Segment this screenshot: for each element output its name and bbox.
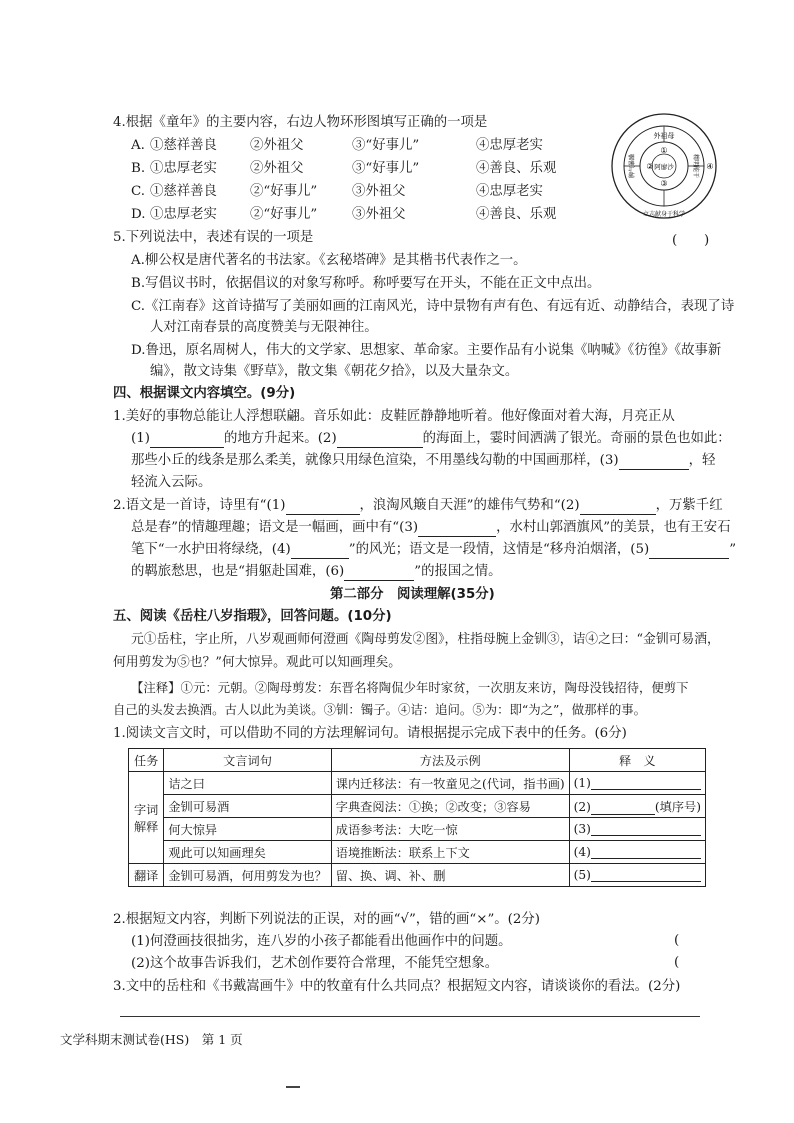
section-4-title: 四、根据课文内容填空。(9分): [113, 386, 296, 401]
q5-answer-paren[interactable]: ( ): [672, 233, 710, 248]
table-cell-method: 留、换、调、补、删: [331, 864, 569, 887]
classical-text-line2: 何用剪发为⑤也？”何大惊异。观此可以知画理矣。: [113, 655, 402, 670]
table-header-phrase: 文言词句: [164, 749, 331, 772]
blank-1-2[interactable]: [337, 434, 423, 448]
s4-p2-line3: 笔下“一水护田将绿绕，(4) ”的风光；语文是一段情，这情是“移舟泊烟渚，(5) ”: [131, 542, 737, 557]
s4-p2-line1: 2.语文是一首诗，诗里有“(1) ，浪淘风簸自天涯”的雄伟气势和“(2) ，万紫千红: [113, 498, 723, 513]
table-row: [129, 795, 706, 818]
blank-2-4[interactable]: [291, 545, 349, 559]
s5-q1: 1.阅读文言文时，可以借助不同的方法理解词句。请根据提示完成下表中的任务。(6分): [113, 726, 627, 741]
page-footer: 文学科期末测试卷(HS) 第 1 页: [60, 1032, 243, 1047]
s4-p1-line3: 那些小丘的线条是那么柔美，就像只用绿色渲染，不用墨线勾勒的中国画那样，(3) ，轻: [131, 453, 716, 468]
table-group-word: 字词解释: [129, 772, 164, 864]
table-row: [129, 841, 706, 864]
annotation-line2: 自己的头发去换酒。古人以此为美谈。③钏：镯子。④诘：追问。⑤为：即“为之”，做那样的事。: [113, 702, 647, 717]
ring-label-right: 精明能干: [692, 153, 699, 179]
table-cell-phrase: 金钏可易酒: [164, 795, 331, 818]
q5-option-d-line1: D.鲁迅，原名周树人，伟大的文学家、思想家、革命家。主要作品有小说集《呐喊》《彷徨》《故事新: [131, 343, 722, 358]
table-cell-method: 课内迁移法：有一牧童见之(代词，指书画): [331, 772, 569, 795]
q4-stem: 4.根据《童年》的主要内容，右边人物环形图填写正确的一项是: [113, 115, 488, 130]
s5-q2-item2: (2)这个故事告诉我们，艺术创作要符合常理，不能凭空想象。: [131, 956, 499, 971]
ring-label-bottom: 立志献身于科学: [642, 211, 686, 218]
s5-q3: 3.文中的岳柱和《书戴嵩画牛》中的牧童有什么共同点？根据短文内容，请谈谈你的看法。(2分): [113, 979, 681, 994]
q4-option-a-1: ①慈祥善良: [150, 138, 217, 153]
q5-option-b: B.写倡议书时，依据倡议的对象写称呼。称呼要写在开头，不能在正文中点出。: [131, 276, 601, 291]
table-cell-method: 成语参考法：大吃一惊: [331, 818, 569, 841]
table-group-translate: 翻译: [129, 864, 164, 887]
q4-option-c-2: ②“好事儿”: [250, 184, 318, 199]
q4-option-a-3: ③“好事儿”: [352, 138, 420, 153]
q5-option-c-line2: 人对江南春景的高度赞美与无限神往。: [150, 320, 378, 335]
section-5-title: 五、阅读《岳柱八岁指瑕》，回答问题。(10分): [113, 609, 392, 624]
q4-option-d-3: ③外祖父: [352, 207, 406, 222]
q5-option-d-line2: 编》，散文诗集《野草》，散文集《朝花夕拾》，以及大量杂文。: [150, 364, 519, 379]
table-cell-method: 字典查阅法：①换；②改变；③容易: [331, 795, 569, 818]
table-cell-phrase: 观此可以知画理矣: [164, 841, 331, 864]
q4-option-d-4: ④善良、乐观: [476, 207, 557, 222]
table-cell-method: 语境推断法：联系上下文: [331, 841, 569, 864]
table-header-row: [129, 749, 706, 772]
q5-stem: 5.下列说法中，表述有误的一项是: [113, 230, 314, 245]
q4-option-a-letter: A.: [131, 138, 145, 153]
blank-2-1[interactable]: [286, 501, 360, 515]
part-2-header: 第二部分 阅读理解(35分): [330, 587, 495, 602]
s4-p1-line2: (1) 的地方升起来。(2) 的海面上，霎时间洒满了银光。奇丽的景色也如此：: [131, 431, 731, 446]
ring-label-top: 外祖母: [653, 132, 675, 140]
q4-option-c-3: ③外祖父: [352, 184, 406, 199]
table-cell-answer[interactable]: (2) (填序号): [569, 795, 705, 818]
s4-p2-line4: 的羁旅愁思，也是“捐躯赴国难，(6) ”的报国之情。: [131, 564, 502, 579]
table-header-task: 任务: [129, 749, 164, 772]
s5-q2-item1-paren[interactable]: (: [674, 933, 680, 948]
q4-option-b-3: ③“好事儿”: [352, 161, 420, 176]
answer-line[interactable]: [120, 1016, 700, 1017]
q4-option-b-4: ④善良、乐观: [476, 161, 557, 176]
ring-num-2: ②: [646, 162, 654, 171]
q4-option-c-letter: C.: [131, 184, 146, 199]
q5-option-a: A.柳公权是唐代著名的书法家。《玄秘塔碑》是其楷书代表作之一。: [131, 253, 527, 268]
q5-option-c-line1: C.《江南春》这首诗描写了美丽如画的江南风光，诗中景物有声有色、有远有近、动静结合，表现了诗: [131, 299, 735, 314]
blank-2-5[interactable]: [649, 545, 729, 559]
annotation-line1: 【注释】①元：元朝。②陶母剪发：东晋名将陶侃少年时家贫，一次朋友来访，陶母没钱招待，便剪下: [131, 680, 689, 695]
table-header-method: 方法及示例: [331, 749, 569, 772]
s4-p1-line4: 轻流入云际。: [131, 475, 212, 490]
ring-num-4: ④: [706, 162, 714, 171]
s5-q2-item1: (1)何澄画技很拙劣，连八岁的小孩子都能看出他画作中的问题。: [131, 934, 512, 949]
q4-option-d-letter: D.: [131, 207, 146, 222]
q4-option-c-1: ①慈祥善良: [150, 184, 217, 199]
scan-mark: [286, 1086, 300, 1088]
blank-1-3[interactable]: [619, 456, 689, 470]
table-row: [129, 864, 706, 887]
ring-label-left: 脾气暴躁: [629, 153, 636, 179]
q4-option-b-2: ②外祖父: [250, 161, 304, 176]
table-row: [129, 818, 706, 841]
blank-2-3[interactable]: [418, 523, 496, 537]
table-cell-answer[interactable]: (5): [569, 864, 705, 887]
s5-q2-item2-paren[interactable]: (: [674, 955, 680, 970]
ring-label-center: 阿廖沙: [654, 163, 674, 171]
s4-p2-line2: 总是春”的情趣理趣；语文是一幅画，画中有“(3) ，水村山郭酒旗风”的美景，也有王安石: [131, 520, 731, 535]
blank-2-6[interactable]: [344, 567, 414, 581]
table-cell-answer[interactable]: (3): [569, 818, 705, 841]
q4-option-b-1: ①忠厚老实: [150, 161, 217, 176]
table-cell-phrase: 金钏可易酒，何用剪发为也？: [164, 864, 331, 887]
classical-text-line1: 元①岳柱，字止所，八岁观画师何澄画《陶母剪发②图》，柱指母腕上金钏③，诘④之曰：“金钏可易酒，: [131, 632, 720, 647]
table-row: [129, 772, 706, 795]
table-cell-answer[interactable]: (4): [569, 841, 705, 864]
q4-option-b-letter: B.: [131, 161, 146, 176]
blank-2-2[interactable]: [580, 501, 656, 515]
s5-q2: 2.根据短文内容，判断下列说法的正误，对的画“√”，错的画“×”。(2分): [113, 912, 541, 927]
character-ring-diagram: [610, 112, 718, 220]
q4-option-d-1: ①忠厚老实: [150, 207, 217, 222]
table-cell-phrase: 何大惊异: [164, 818, 331, 841]
table-cell-phrase: 诘之曰: [164, 772, 331, 795]
ring-num-3: ③: [660, 179, 668, 188]
q4-option-a-4: ④忠厚老实: [476, 138, 543, 153]
blank-1-1[interactable]: [150, 434, 224, 448]
table-cell-answer[interactable]: (1): [569, 772, 705, 795]
q4-option-d-2: ②“好事儿”: [250, 207, 318, 222]
ring-num-1: ①: [660, 146, 668, 155]
table-header-meaning: 释 义: [569, 749, 705, 772]
q4-option-a-2: ②外祖父: [250, 138, 304, 153]
s4-p1-line1: 1.美好的事物总能让人浮想联翩。音乐如此：皮鞋匠静静地听着。他好像面对着大海，月亮正从: [113, 409, 675, 424]
vocab-table: [128, 748, 706, 887]
q4-option-c-4: ④忠厚老实: [476, 184, 543, 199]
